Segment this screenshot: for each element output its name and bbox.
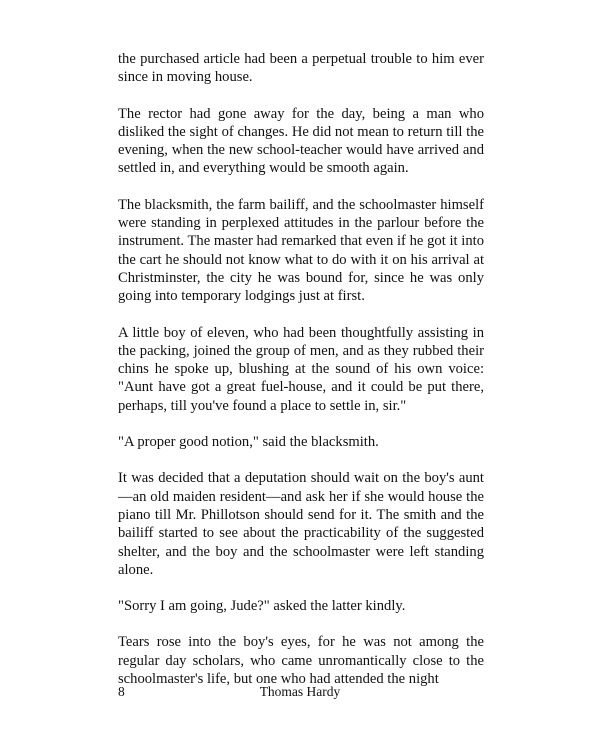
paragraph: The rector had gone away for the day, being a man who disliked the sight of changes. He did not mean to return till the evening, when the new school-teacher would have arrived and settled in, and everything would be smooth again. bbox=[118, 105, 484, 177]
paragraph: A little boy of eleven, who had been thoughtfully assisting in the packing, joined the group of men, and as they rubbed their chins he spoke up, blushing at the sound of his own voice: "Aunt have got a great fuel-house, and it could be put there, perhaps, till you've found a place to settle in, sir." bbox=[118, 324, 484, 414]
page-number: 8 bbox=[118, 684, 125, 699]
body-text bbox=[118, 50, 484, 706]
paragraph: the purchased article had been a perpetual trouble to him ever since in moving house. bbox=[118, 51, 484, 86]
paragraph: It was decided that a deputation should wait on the boy's aunt—an old maiden resident—and ask her if she would house the piano till Mr. Phillotson should send for it. The smith and the bailiff started to see about the practicability of the suggested shelter, and the boy and the schoolmaster were left standing alone. bbox=[118, 470, 484, 578]
running-footer-author: Thomas Hardy bbox=[259, 684, 341, 699]
paragraph: The blacksmith, the farm bailiff, and the schoolmaster himself were standing in perplexed attitudes in the parlour before the instrument. The master had remarked that even if he got it into the cart he should not know what to do with it on his arrival at Christminster, the city he was bound for, since he was only going into temporary lodgings just at first. bbox=[118, 196, 484, 305]
paragraph: "A proper good notion," said the blacksmith. bbox=[118, 434, 379, 451]
page-footer bbox=[0, 682, 600, 702]
paragraph: "Sorry I am going, Jude?" asked the latter kindly. bbox=[118, 598, 406, 615]
paragraph: Tears rose into the boy's eyes, for he was not among the regular day scholars, who came unromantically close to the schoolmaster's life, but one who had attended the night bbox=[118, 634, 484, 688]
